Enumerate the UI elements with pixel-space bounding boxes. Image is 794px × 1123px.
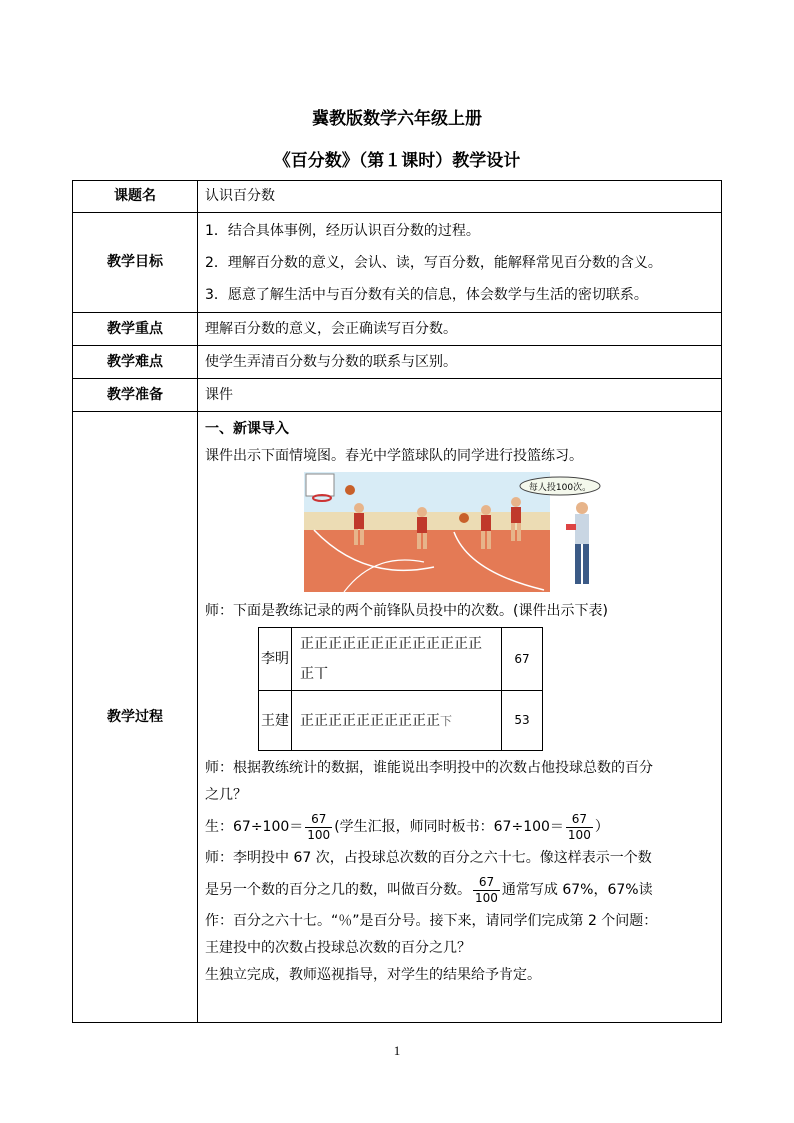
process-content: [198, 412, 722, 1023]
row-key: [73, 313, 722, 346]
tally-partial: 下: [440, 713, 453, 728]
topic-label: 课题名: [73, 181, 198, 213]
row-goals: [73, 213, 722, 313]
speech-bubble-text: 每人投100次。: [528, 483, 592, 493]
process-paragraph: 王建投中的次数占投球总次数的百分之几？: [205, 940, 471, 956]
goals-label: 教学目标: [73, 213, 198, 313]
tally-row: [259, 628, 543, 691]
process-paragraph: 生独立完成，教师巡视指导，对学生的结果给予肯定。: [205, 967, 541, 983]
basketball-scene-image: [304, 472, 616, 592]
process-paragraph: 师：下面是教练记录的两个前锋队员投中的次数。(课件出示下表): [205, 603, 608, 619]
fraction-numerator: 67: [305, 812, 332, 828]
process-paragraph: [205, 872, 714, 908]
fraction-numerator: 67: [473, 875, 500, 891]
fraction: [473, 875, 500, 906]
paragraph-text: 通常写成 67%，67%读: [501, 882, 653, 898]
student-answer: [205, 809, 714, 845]
tally-table: [258, 627, 543, 751]
goal-item: 3．愿意了解生活中与百分数有关的信息，体会数学与生活的密切联系。: [205, 286, 648, 303]
goal-item: 1．结合具体事例，经历认识百分数的过程。: [205, 222, 480, 239]
document-title: 冀教版数学六年级上册: [312, 109, 482, 129]
row-difficulty: [73, 346, 722, 379]
tally-line: 正丅: [300, 666, 328, 682]
process-paragraph: 课件出示下面情境图。春光中学篮球队的同学进行投篮练习。: [205, 448, 583, 464]
tally-marks: [292, 691, 502, 751]
tally-line: 正正正正正正正正正正正正正: [300, 636, 482, 652]
page-number: 1: [393, 1043, 401, 1058]
prep-value: 课件: [198, 379, 722, 412]
answer-text: ）: [594, 819, 609, 835]
row-prep: [73, 379, 722, 412]
answer-text: 生：67÷100＝: [205, 819, 304, 835]
tally-count: 67: [502, 628, 543, 691]
goal-item: 2．理解百分数的意义，会认、读，写百分数，能解释常见百分数的含义。: [205, 254, 662, 271]
lesson-title: 《百分数》（第１课时）教学设计: [273, 151, 521, 171]
prep-label: 教学准备: [73, 379, 198, 412]
key-value: 理解百分数的意义，会正确读写百分数。: [198, 313, 722, 346]
fraction-denominator: 100: [307, 827, 331, 842]
fraction-denominator: 100: [475, 890, 498, 905]
player-name: 王建: [259, 691, 292, 751]
process-label: 教学过程: [73, 412, 198, 1023]
answer-text: (学生汇报，师同时板书：67÷100＝: [334, 819, 564, 835]
process-paragraph: 之几？: [205, 787, 247, 803]
row-topic: [73, 181, 722, 213]
player-name: 李明: [259, 628, 292, 691]
tally-marks: [292, 628, 502, 691]
fraction: [566, 812, 593, 843]
process-paragraph: 作：百分之六十七。“％”是百分号。接下来，请同学们完成第 2 个问题：: [205, 913, 658, 929]
goals-list: [198, 213, 722, 313]
process-heading: 一、新课导入: [205, 421, 289, 437]
topic-value: 认识百分数: [198, 181, 722, 213]
fraction-numerator: 67: [566, 812, 593, 828]
process-paragraph: 师：根据教练统计的数据，谁能说出李明投中的次数占他投球总数的百分: [205, 760, 653, 776]
fraction-denominator: 100: [567, 827, 591, 842]
tally-count: 53: [502, 691, 543, 751]
lesson-plan-table: [72, 180, 722, 1023]
process-paragraph: 师：李明投中 67 次，占投球总次数的百分之六十七。像这样表示一个数: [205, 850, 652, 866]
tally-line: 正正正正正正正正正正: [300, 712, 440, 729]
difficulty-label: 教学难点: [73, 346, 198, 379]
row-process: [73, 412, 722, 1023]
key-label: 教学重点: [73, 313, 198, 346]
difficulty-value: 使学生弄清百分数与分数的联系与区别。: [198, 346, 722, 379]
tally-row: [259, 691, 543, 751]
fraction: [305, 812, 332, 843]
paragraph-text: 是另一个数的百分之几的数，叫做百分数。: [205, 882, 471, 898]
